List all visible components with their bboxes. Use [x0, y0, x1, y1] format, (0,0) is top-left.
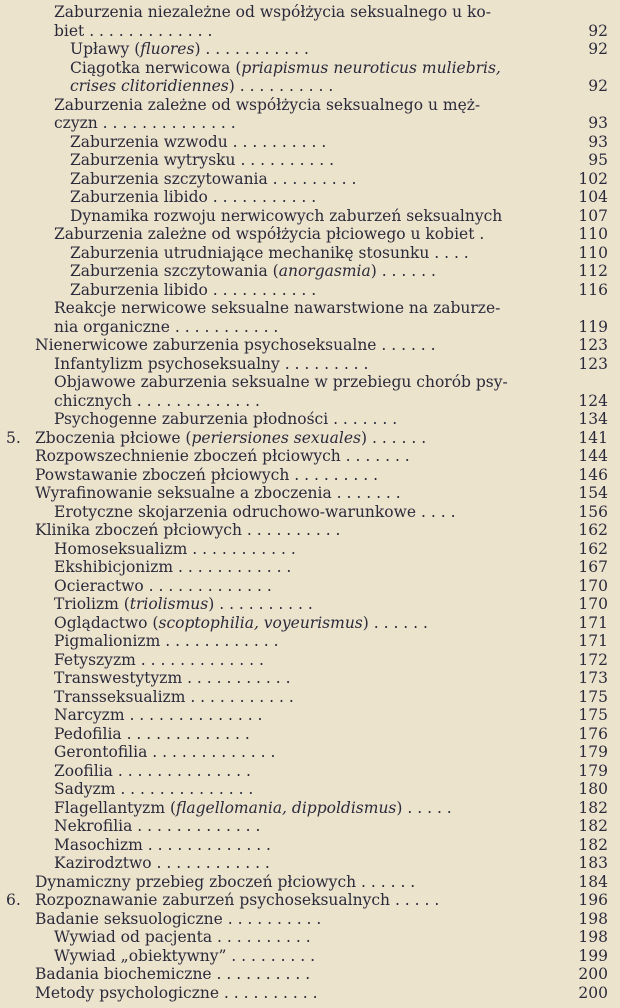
toc-page-number: 107	[578, 206, 608, 225]
toc-entry	[0, 799, 620, 817]
toc-entry	[0, 447, 620, 465]
toc-entry-title: Badanie seksuologiczne . . . . . . . . . .	[35, 909, 322, 928]
toc-entry-title: Rozpoznawanie zaburzeń psychoseksualnych . . . . .	[35, 891, 440, 909]
toc-page-number: 156	[578, 502, 608, 521]
toc-page-number: 173	[578, 669, 608, 687]
toc-entry-title: Ocieractwo . . . . . . . . . . . . .	[54, 576, 272, 595]
toc-page-number: 162	[578, 521, 608, 539]
toc-entry	[0, 299, 620, 317]
toc-page-number: 144	[578, 447, 608, 465]
toc-entry-title: Zoofilia . . . . . . . . . . . . . .	[54, 761, 251, 780]
toc-entry-title: Objawowe zaburzenia seksualne w przebiegu chorób psy-	[54, 373, 508, 391]
toc-page-number: 124	[578, 391, 608, 410]
toc-entry-title: Flagellantyzm (flagellomania, dippoldismus) . . . . .	[54, 798, 452, 817]
toc-entry-title: Zboczenia płciowe (periersiones sexuales) . . . . . .	[35, 428, 427, 447]
toc-entry	[0, 891, 620, 909]
toc-entry-title: Metody psychologiczne . . . . . . . . . .	[35, 983, 318, 1002]
toc-page-number: 198	[578, 928, 608, 946]
toc-entry	[0, 59, 620, 77]
toc-entry	[0, 947, 620, 965]
toc-entry-title: crises clitoridiennes) . . . . . . . . . .	[70, 77, 334, 95]
toc-entry-title: Ciągotka nerwicowa (priapismus neuroticus muliebris,	[70, 58, 501, 77]
toc-entry-title: czyzn . . . . . . . . . . . . . .	[54, 114, 236, 132]
toc-entry	[0, 392, 620, 410]
toc-page-number: 93	[588, 132, 608, 151]
toc-page-number: 112	[578, 262, 608, 280]
toc-entry	[0, 614, 620, 632]
toc-page-number: 176	[578, 724, 608, 743]
toc-entry	[0, 466, 620, 484]
toc-page-number: 180	[578, 780, 608, 798]
toc-entry-title: Nekrofilia . . . . . . . . . . . . .	[54, 817, 261, 835]
toc-entry	[0, 965, 620, 983]
toc-entry-title: Wywiad od pacjenta . . . . . . . . . .	[54, 928, 311, 946]
toc-page-number: 92	[588, 21, 608, 40]
toc-page-number: 116	[578, 280, 608, 299]
toc-entry	[0, 429, 620, 447]
toc-entry-title: Transseksualizm . . . . . . . . . . .	[54, 687, 294, 706]
toc-entry-title: Zaburzenia szczytowania (anorgasmia) . . . . . .	[70, 262, 436, 280]
toc-entry-title: Wyrafinowanie seksualne a zboczenia . . . . . . .	[35, 484, 401, 502]
toc-entry	[0, 318, 620, 336]
toc-entry	[0, 336, 620, 354]
toc-page-number: 102	[578, 169, 608, 188]
toc-entry	[0, 762, 620, 780]
toc-entry	[0, 262, 620, 280]
toc-entry	[0, 484, 620, 502]
toc-entry-title: Narcyzm . . . . . . . . . . . . . .	[54, 706, 263, 724]
toc-entry-title: Oglądactwo (scoptophilia, voyeurismus) . . . . . .	[54, 613, 428, 632]
toc-entry	[0, 669, 620, 687]
toc-entry-title: Badania biochemiczne . . . . . . . . . .	[35, 965, 311, 983]
toc-entry-title: biet . . . . . . . . . . . . .	[54, 21, 213, 40]
toc-entry	[0, 577, 620, 595]
toc-entry-title: Gerontofilia . . . . . . . . . . . . .	[54, 743, 276, 761]
toc-page-number: 92	[588, 77, 608, 95]
toc-page-number: 179	[578, 743, 608, 761]
toc-page-number: 92	[588, 40, 608, 58]
toc-page-number: 199	[578, 946, 608, 965]
toc-page-number: 200	[578, 965, 608, 983]
toc-entry	[0, 743, 620, 761]
toc-entry	[0, 410, 620, 428]
toc-entry	[0, 688, 620, 706]
toc-page-number: 95	[588, 151, 608, 169]
toc-entry-title: Zaburzenia zależne od współżycia seksualnego u męż-	[54, 95, 481, 114]
toc-entry-title: Sadyzm . . . . . . . . . . . . . .	[54, 780, 254, 798]
toc-entry	[0, 595, 620, 613]
toc-page-number: 179	[578, 761, 608, 780]
toc-entry	[0, 151, 620, 169]
toc-entry	[0, 632, 620, 650]
toc-page-number: 134	[578, 410, 608, 428]
toc-entry	[0, 540, 620, 558]
toc-entry-title: chicznych . . . . . . . . . . . . .	[54, 391, 260, 410]
toc-page-number: 171	[578, 632, 608, 650]
toc-entry	[0, 22, 620, 40]
toc-entry	[0, 521, 620, 539]
toc-entry-title: Wywiad „obiektywny” . . . . . . . . .	[54, 946, 316, 965]
toc-page-number: 123	[578, 354, 608, 373]
toc-page-number: 110	[578, 225, 608, 243]
toc-page-number: 93	[588, 114, 608, 132]
toc-entry-title: Upławy (fluores) . . . . . . . . . . .	[70, 40, 309, 58]
toc-entry-title: Transwestytyzm . . . . . . . . . . .	[54, 669, 291, 687]
toc-entry-title: Masochizm . . . . . . . . . . . . .	[54, 835, 271, 854]
toc-entry-title: Ekshibicjonizm . . . . . . . . . . . .	[54, 558, 292, 576]
toc-entry-title: Homoseksualizm . . . . . . . . . . .	[54, 539, 296, 558]
toc-page-number: 170	[578, 595, 608, 613]
toc-entry-title: nia organiczne . . . . . . . . . . .	[54, 317, 279, 336]
toc-page-number: 182	[578, 835, 608, 854]
toc-entry	[0, 96, 620, 114]
toc-page-number: 172	[578, 650, 608, 669]
toc-entry	[0, 133, 620, 151]
toc-entry-title: Klinika zboczeń płciowych . . . . . . . . . .	[35, 521, 341, 539]
toc-entry	[0, 40, 620, 58]
toc-entry-title: Nienerwicowe zaburzenia psychoseksualne . . . . . .	[35, 336, 436, 354]
toc-entry-title: Zaburzenia libido . . . . . . . . . . .	[70, 188, 317, 206]
toc-entry	[0, 854, 620, 872]
toc-entry	[0, 780, 620, 798]
toc-page-number: 119	[578, 317, 608, 336]
toc-page-number: 184	[578, 872, 608, 891]
toc-entry-title: Zaburzenia utrudniające mechanikę stosunku . . . .	[70, 243, 469, 262]
toc-entry	[0, 77, 620, 95]
toc-entry	[0, 373, 620, 391]
toc-entry	[0, 225, 620, 243]
toc-entry	[0, 873, 620, 891]
toc-entry-title: Dynamika rozwoju nerwicowych zaburzeń seksualnych	[70, 206, 503, 225]
toc-entry-title: Zaburzenia niezależne od współżycia seksualnego u ko-	[54, 3, 491, 21]
toc-page-number: 200	[578, 983, 608, 1002]
toc-entry	[0, 817, 620, 835]
toc-entry	[0, 207, 620, 225]
toc-entry	[0, 928, 620, 946]
toc-entry-title: Rozpowszechnienie zboczeń płciowych . . . . . . .	[35, 447, 410, 465]
toc-page-number: 167	[578, 558, 608, 576]
toc-entry-title: Zaburzenia zależne od współżycia płciowego u kobiet .	[54, 225, 485, 243]
toc-page-number: 154	[578, 484, 608, 502]
toc-entry-title: Fetyszyzm . . . . . . . . . . . . .	[54, 650, 264, 669]
toc-page-number: 182	[578, 798, 608, 817]
toc-entry-title: Reakcje nerwicowe seksualne nawarstwione na zaburze-	[54, 299, 501, 317]
toc-entry	[0, 244, 620, 262]
toc-entry-title: Kazirodztwo . . . . . . . . . . . .	[54, 854, 270, 872]
toc-entry	[0, 725, 620, 743]
toc-entry-title: Pigmalionizm . . . . . . . . . . . .	[54, 632, 279, 650]
toc-entry	[0, 170, 620, 188]
toc-page-number: 110	[578, 243, 608, 262]
toc-entry-title: Zaburzenia libido . . . . . . . . . . .	[70, 280, 317, 299]
toc-page-number: 162	[578, 539, 608, 558]
toc-page-number: 170	[578, 576, 608, 595]
toc-entry	[0, 836, 620, 854]
toc-entry-title: Powstawanie zboczeń płciowych . . . . . . . . .	[35, 465, 379, 484]
toc-page-number: 175	[578, 687, 608, 706]
toc-page-number: 146	[578, 465, 608, 484]
toc-entry-title: Zaburzenia szczytowania . . . . . . . . .	[70, 169, 357, 188]
toc-page-number: 182	[578, 817, 608, 835]
chapter-number: 5.	[6, 428, 21, 447]
toc-entry-title: Pedofilia . . . . . . . . . . . . .	[54, 724, 250, 743]
toc-page-number: 123	[578, 336, 608, 354]
toc-page-number: 171	[578, 613, 608, 632]
toc-entry	[0, 3, 620, 21]
chapter-number: 6.	[6, 891, 21, 909]
toc-entry-title: Erotyczne skojarzenia odruchowo-warunkowe . . . .	[54, 502, 456, 521]
toc-entry	[0, 281, 620, 299]
toc-entry	[0, 503, 620, 521]
toc-page-number: 104	[578, 188, 608, 206]
toc-page-number: 141	[578, 428, 608, 447]
toc-entry	[0, 910, 620, 928]
toc-page-number: 198	[578, 909, 608, 928]
toc-entry	[0, 188, 620, 206]
toc-entry-title: Zaburzenia wzwodu . . . . . . . . . .	[70, 132, 327, 151]
toc-entry-title: Triolizm (triolismus) . . . . . . . . . .	[54, 595, 313, 613]
toc-page-number: 196	[578, 891, 608, 909]
toc-entry-title: Dynamiczny przebieg zboczeń płciowych . . . . . .	[35, 872, 416, 891]
toc-entry	[0, 114, 620, 132]
toc-page-number: 175	[578, 706, 608, 724]
toc-entry	[0, 558, 620, 576]
toc-entry	[0, 706, 620, 724]
toc-entry-title: Psychogenne zaburzenia płodności . . . . . . .	[54, 410, 398, 428]
toc-entry-title: Zaburzenia wytrysku . . . . . . . . . .	[70, 151, 335, 169]
toc-page-number: 183	[578, 854, 608, 872]
toc-entry	[0, 984, 620, 1002]
toc-entry-title: Infantylizm psychoseksualny . . . . . . . . .	[54, 354, 369, 373]
toc-entry	[0, 355, 620, 373]
toc-entry	[0, 651, 620, 669]
